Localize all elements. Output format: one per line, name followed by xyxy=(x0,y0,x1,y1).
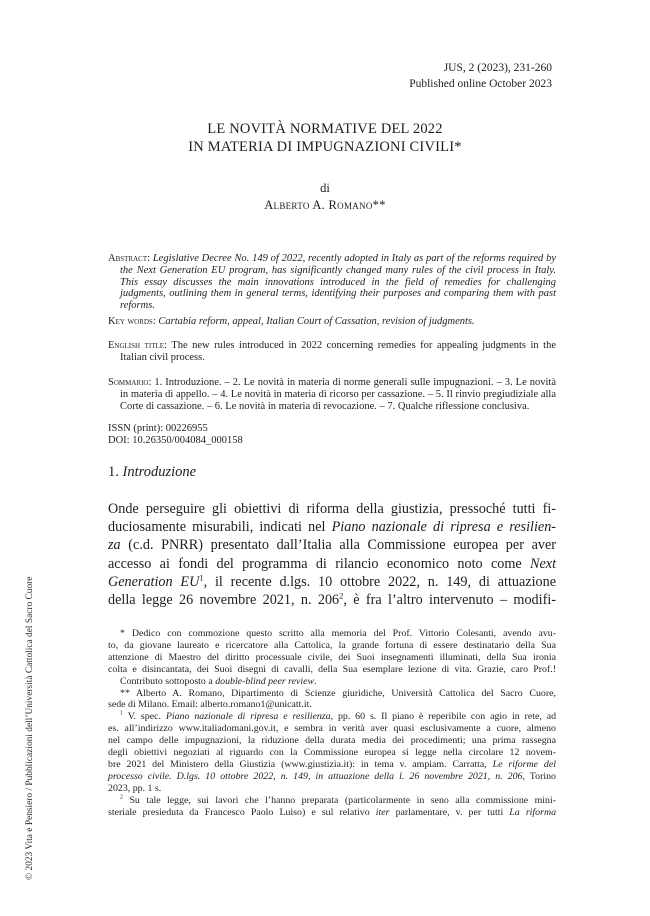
english-title-label: English title: xyxy=(108,340,167,351)
title-line-1: LE NOVITÀ NORMATIVE DEL 2022 xyxy=(207,121,443,137)
body-line: za (c.d. PNRR) presentato dall’Italia alla Commissione europea per aver xyxy=(108,537,556,554)
footnote-line: steriale presieduta da Francesco Paolo Luiso) e sul relativo iter parlamentare, v. per tutti La riforma xyxy=(108,806,557,818)
footnote-line: * Dedico con commozione questo scritto alla memoria del Prof. Vittorio Colesanti, avendo avu- xyxy=(120,628,556,639)
abstract-label: Abstract: xyxy=(108,253,151,264)
author-name: Alberto A. Romano** xyxy=(264,198,386,212)
summary-text: 1. Introduzione. – 2. Le novità in materia di norme generali sulle impugnazioni. – 3. Le novità in materia di appello. – 4. Le novità in materia di ricorso per cassazione. – 5. Il rinvio pregiudiziale alla Corte di cassazione. – 6. Le novità in materia di revocazione. – 7. Qualche riflessione conclusiva. xyxy=(120,377,556,412)
summary xyxy=(108,377,556,412)
footnote-line: attenzione di Maestro del diritto processuale civile, dei Suoi insegnamenti illuminati, della Sua ironia xyxy=(108,651,556,663)
footnote-ref-2: 2 xyxy=(339,590,344,601)
title-line-2: IN MATERIA DI IMPUGNAZIONI CIVILI* xyxy=(188,139,462,155)
footnote-line: sede di Milano. Email: alberto.romano1@unicatt.it. xyxy=(108,699,312,711)
section-number: 1. xyxy=(108,464,119,480)
section-heading xyxy=(108,464,196,481)
footnote-ref-1: 1 xyxy=(199,572,204,583)
body-line: della legge 26 novembre 2021, n. $206^2$, è fra l’altro intervenuto – modifi- xyxy=(108,590,556,609)
keywords-label: Key words: xyxy=(108,316,156,327)
copyright-sidebar: © 2023 Vita e Pensiero / Pubblicazioni dell’Università Cattolica del Sacro Cuore xyxy=(25,576,35,880)
english-title xyxy=(108,340,556,364)
doi: DOI: 10.26350/004084_000158 xyxy=(108,434,243,446)
journal-reference: JUS, 2 (2023), 231-260 xyxy=(443,62,552,74)
body-line: Generation $EU^1$, il recente d.lgs. 10 ottobre 2022, n. 149, di attuazione xyxy=(108,572,556,590)
body-line: Onde perseguire gli obiettivi di riforma della giustizia, pressoché tutti fi- xyxy=(108,501,556,517)
footnote-line: $^1$ V. spec. Piano nazionale di ripresa e resilienza, pp. 60 s. Il piano è reperibile con agio in rete, ad xyxy=(120,711,557,723)
publication-date: Published online October 2023 xyxy=(409,78,552,90)
footnote-line: Contributo sottoposto a double-blind peer review. xyxy=(120,675,317,687)
footnotes xyxy=(108,628,556,819)
body-line: accesso ai fondi del programma di rilancio economico noto come Next xyxy=(108,555,557,572)
footnote-line: degli obiettivi negoziati al riguardo con la Commissione europea si legge nella circolare 12 novem- xyxy=(108,747,556,759)
abstract-text: Legislative Decree No. 149 of 2022, recently adopted in Italy as part of the reforms required by the Next Generation EU program, has significantly changed many rules of the civil process in Italy. This essay discusses the main innovations introduced in the field of remedies for challenging judgments, outlining them in general terms, identifying their purposes and comparing them with past reforms. xyxy=(120,253,557,312)
footnote-line: $^2$ Su tale legge, sui lavori che l’hanno preparata (particolarmente in seno alla commissione mini- xyxy=(120,794,556,806)
english-title-text: The new rules introduced in 2022 concerning remedies for appealing judgments in the Italian civil process. xyxy=(120,340,557,363)
section-title: Introduzione xyxy=(122,464,197,480)
summary-label: Sommario: xyxy=(108,377,152,388)
keywords xyxy=(108,316,556,328)
abstract xyxy=(108,253,556,312)
journal-header xyxy=(409,60,552,92)
footnote-line: nel campo delle impugnazioni, la riduzione della durata media dei procedimenti; una prima rassegna xyxy=(108,735,556,747)
footnote-line: to, da giovane laureato e ricercatore alla Cattolica, la grande fortuna di essere destinatario della Sua xyxy=(108,639,556,651)
body-paragraph xyxy=(108,500,556,609)
keywords-text: Cartabia reform, appeal, Italian Court of Cassation, revision of judgments. xyxy=(158,316,475,327)
footnote-line: bre 2021 del Ministero della Giustizia (www.giustizia.it): in tema v. ampiam. Carratta, Le riforme del xyxy=(108,758,556,770)
issn: ISSN (print): 00226955 xyxy=(108,423,208,434)
byline-di: di xyxy=(320,181,330,195)
footnote-line: processo civile. D.lgs. 10 ottobre 2022, n. 149, in attuazione della l. 26 novembre 2021, n. 206, Torino xyxy=(108,770,556,782)
footnote-line: es. all’indirizzo www.italiadomani.gov.it, e sembra in verità aver quasi esclusivamente a cuore, almeno xyxy=(108,723,556,735)
identifiers xyxy=(108,423,556,446)
article-title xyxy=(0,120,650,156)
footnote-line: 2023, pp. 1 s. xyxy=(108,782,162,794)
footnote-line: ** Alberto A. Romano, Dipartimento di Scienze giuridiche, Università Cattolica del Sacro Cuore, xyxy=(120,687,556,699)
footnote-line: colta e disincantata, dei Suoi disegni di cavalli, della Sua esemplare lezione di vita. Grazie, caro Prof.! xyxy=(108,663,556,675)
body-line: duciosamente misurabili, indicati nel Piano nazionale di ripresa e resilien- xyxy=(108,519,557,536)
